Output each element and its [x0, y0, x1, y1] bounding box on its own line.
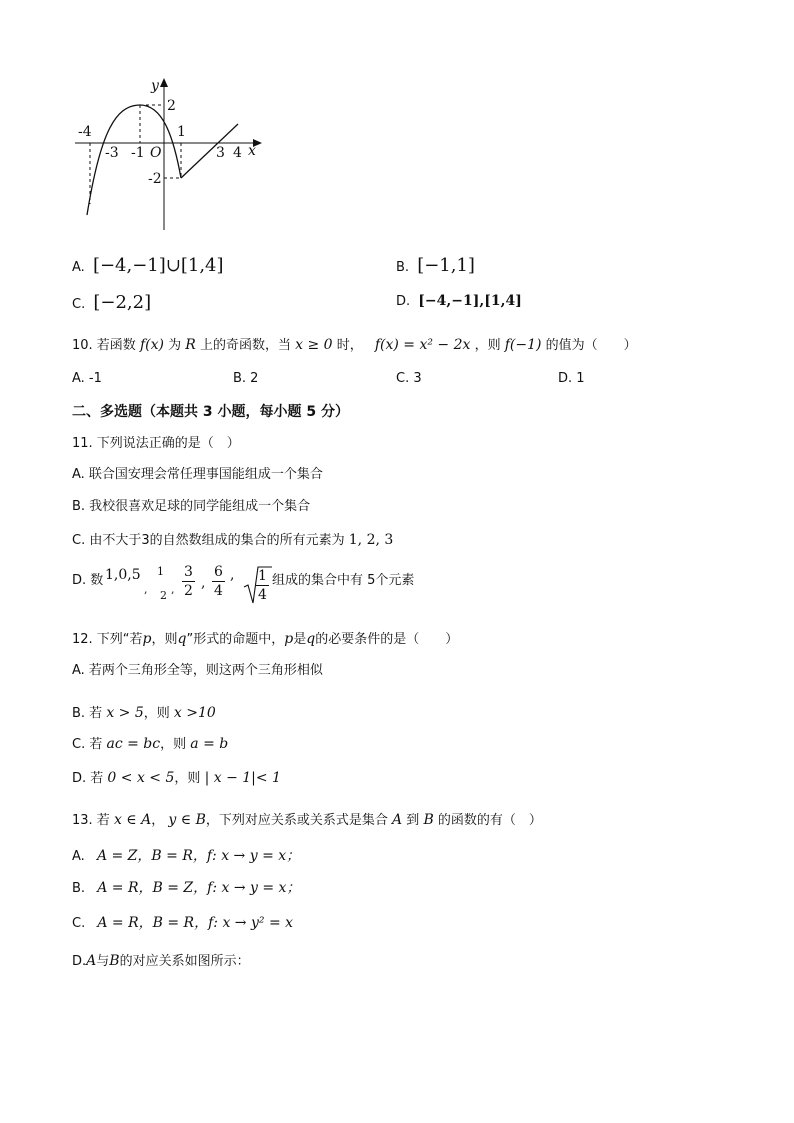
option-math: a = b	[190, 736, 229, 752]
q13-option-d[interactable]	[72, 950, 250, 969]
option-text: B. 若	[72, 706, 103, 721]
option-label: A.	[72, 849, 85, 864]
q12-stem	[72, 628, 458, 647]
option-label: A.	[72, 260, 85, 275]
option-text: 的对应关系如图所示：	[119, 954, 250, 969]
option-label: B.	[72, 881, 86, 896]
q12-text: 是	[293, 632, 307, 647]
option-math: A	[86, 953, 97, 969]
label-m3: -3	[105, 145, 119, 161]
option-b-expr: [−1,1]	[417, 255, 475, 276]
option-math: ac = bc	[106, 736, 161, 752]
q12-text: ”形式的命题中，	[186, 632, 285, 647]
q12-q: q	[306, 631, 316, 647]
q12-p: p	[284, 631, 294, 647]
option-math: 0 < x < 5	[107, 770, 175, 786]
option-text: ，则	[160, 737, 187, 752]
option-label: D.	[396, 294, 411, 309]
option-text: C. 由不大于3的自然数组成的集合的所有元素为	[72, 533, 345, 548]
denominator: 2	[160, 589, 167, 602]
q9-option-c[interactable]	[72, 292, 151, 313]
q10-text: 上的奇函数，当	[199, 338, 291, 353]
option-math: B	[109, 953, 120, 969]
option-label: B.	[396, 260, 410, 275]
line-segment	[181, 124, 238, 178]
q13-set-b: B	[423, 812, 434, 828]
option-math: | x − 1|< 1	[204, 770, 281, 786]
q13-math: x ∈ A	[113, 812, 152, 828]
comma: ,	[201, 575, 206, 591]
label-m2: -2	[148, 171, 162, 187]
q10-option-c[interactable]: C. 3	[396, 371, 422, 386]
option-d-expr: [−4,−1],[1,4]	[418, 293, 522, 309]
q10-text: 为	[168, 338, 182, 353]
q13-option-a[interactable]	[72, 845, 300, 865]
label-y: y	[151, 78, 159, 94]
option-a-expr: [−4,−1]∪[1,4]	[92, 255, 224, 276]
q12-option-a[interactable]: A. 若两个三角形全等，则这两个三角形相似	[72, 663, 323, 678]
q13-option-b[interactable]	[72, 877, 300, 897]
option-math: 1, 2, 3	[348, 532, 394, 548]
q12-option-d[interactable]	[72, 767, 281, 786]
denominator: 4	[214, 583, 223, 599]
fraction-six-fourths	[212, 563, 225, 600]
q10-text: 时，	[336, 338, 363, 353]
q11-option-a[interactable]: A. 联合国安理会常任理事国能组成一个集合	[72, 467, 323, 482]
option-text: D. 若	[72, 771, 104, 786]
option-math: A = R，B = Z，f: x → y = x；	[97, 880, 301, 896]
fraction-three-halves	[182, 563, 195, 600]
option-numbers: 1,0,5	[105, 567, 141, 583]
q9-option-d[interactable]	[396, 293, 522, 309]
q11-option-b[interactable]: B. 我校很喜欢足球的同学能组成一个集合	[72, 499, 311, 514]
denominator: 2	[184, 583, 193, 599]
option-text: ，则	[143, 706, 170, 721]
label-m1: -1	[131, 145, 145, 161]
option-text: ，则	[174, 771, 201, 786]
label-x: x	[248, 143, 256, 159]
q10-function: f(x) = x² − 2x	[374, 337, 471, 353]
numerator: 3	[184, 564, 193, 580]
q13-text: 13. 若	[72, 813, 110, 828]
option-text: 组成的集合中有 5个元素	[272, 573, 415, 588]
denominator: 4	[258, 587, 267, 603]
q11-stem: 11. 下列说法正确的是（ ）	[72, 436, 240, 451]
label-origin: O	[150, 145, 162, 161]
q10-stem	[72, 334, 637, 353]
q10-text: 10. 若函数	[72, 338, 136, 353]
label-4: 4	[233, 145, 242, 161]
q12-option-b[interactable]	[72, 702, 216, 721]
q13-math: y ∈ B	[168, 812, 206, 828]
q13-option-c[interactable]	[72, 912, 293, 932]
option-text: C. 若	[72, 737, 103, 752]
q9-option-a[interactable]	[72, 255, 224, 276]
q13-set-a: A	[392, 812, 403, 828]
option-label: C.	[72, 916, 86, 931]
q12-p: p	[142, 631, 152, 647]
option-math: x >10	[173, 705, 216, 721]
function-graph	[70, 74, 270, 234]
comma: ,	[230, 567, 235, 583]
option-text: D. 数	[72, 573, 104, 588]
q12-option-c[interactable]	[72, 733, 228, 752]
q11-option-c[interactable]	[72, 529, 393, 548]
q13-text: 到	[406, 813, 420, 828]
q9-option-b[interactable]	[396, 255, 475, 276]
q10-f-minus-one: f(−1)	[504, 337, 542, 353]
label-2: 2	[167, 98, 176, 114]
q12-q: q	[177, 631, 187, 647]
q12-text: ，则	[151, 632, 178, 647]
option-math: A = R，B = R，f: x → y² = x	[97, 915, 294, 931]
numerator: 6	[214, 564, 223, 580]
option-text: 与	[96, 954, 110, 969]
label-1: 1	[177, 124, 186, 140]
option-label: D.	[72, 954, 87, 969]
q12-text: 12. 下列“若	[72, 632, 143, 647]
q10-fx: f(x)	[139, 337, 164, 353]
q10-text: ，则	[474, 338, 501, 353]
label-3: 3	[216, 145, 225, 161]
q10-condition: x ≥ 0	[295, 337, 333, 353]
section-title: 二、多选题（本题共 3 小题，每小题 5 分）	[72, 404, 349, 420]
option-math: A = Z，B = R，f: x → y = x；	[96, 848, 301, 864]
comma: ,	[171, 583, 175, 596]
q10-option-a[interactable]: A. -1	[72, 371, 102, 386]
q12-text: 的必要条件的是（ ）	[315, 632, 459, 647]
label-m4: -4	[78, 124, 92, 140]
q13-text: ，下列对应关系或关系式是集合	[205, 813, 388, 828]
q10-option-d[interactable]: D. 1	[558, 371, 585, 386]
option-c-expr: [−2,2]	[93, 292, 152, 313]
q13-stem	[72, 809, 542, 828]
q10-text: 的值为（ ）	[545, 338, 637, 353]
q10-r: R	[185, 337, 196, 353]
q13-text: ，	[151, 813, 165, 828]
fraction-half	[157, 563, 164, 581]
numerator: 1	[258, 568, 267, 584]
option-label: C.	[72, 297, 86, 312]
y-axis-arrow	[160, 78, 168, 87]
option-math: x > 5	[106, 705, 144, 721]
comma: ,	[144, 583, 148, 596]
q10-option-b[interactable]: B. 2	[233, 371, 259, 386]
numerator: 1	[157, 565, 164, 578]
fraction-one-fourth	[256, 567, 269, 604]
q13-text: 的函数的有（ ）	[437, 813, 542, 828]
